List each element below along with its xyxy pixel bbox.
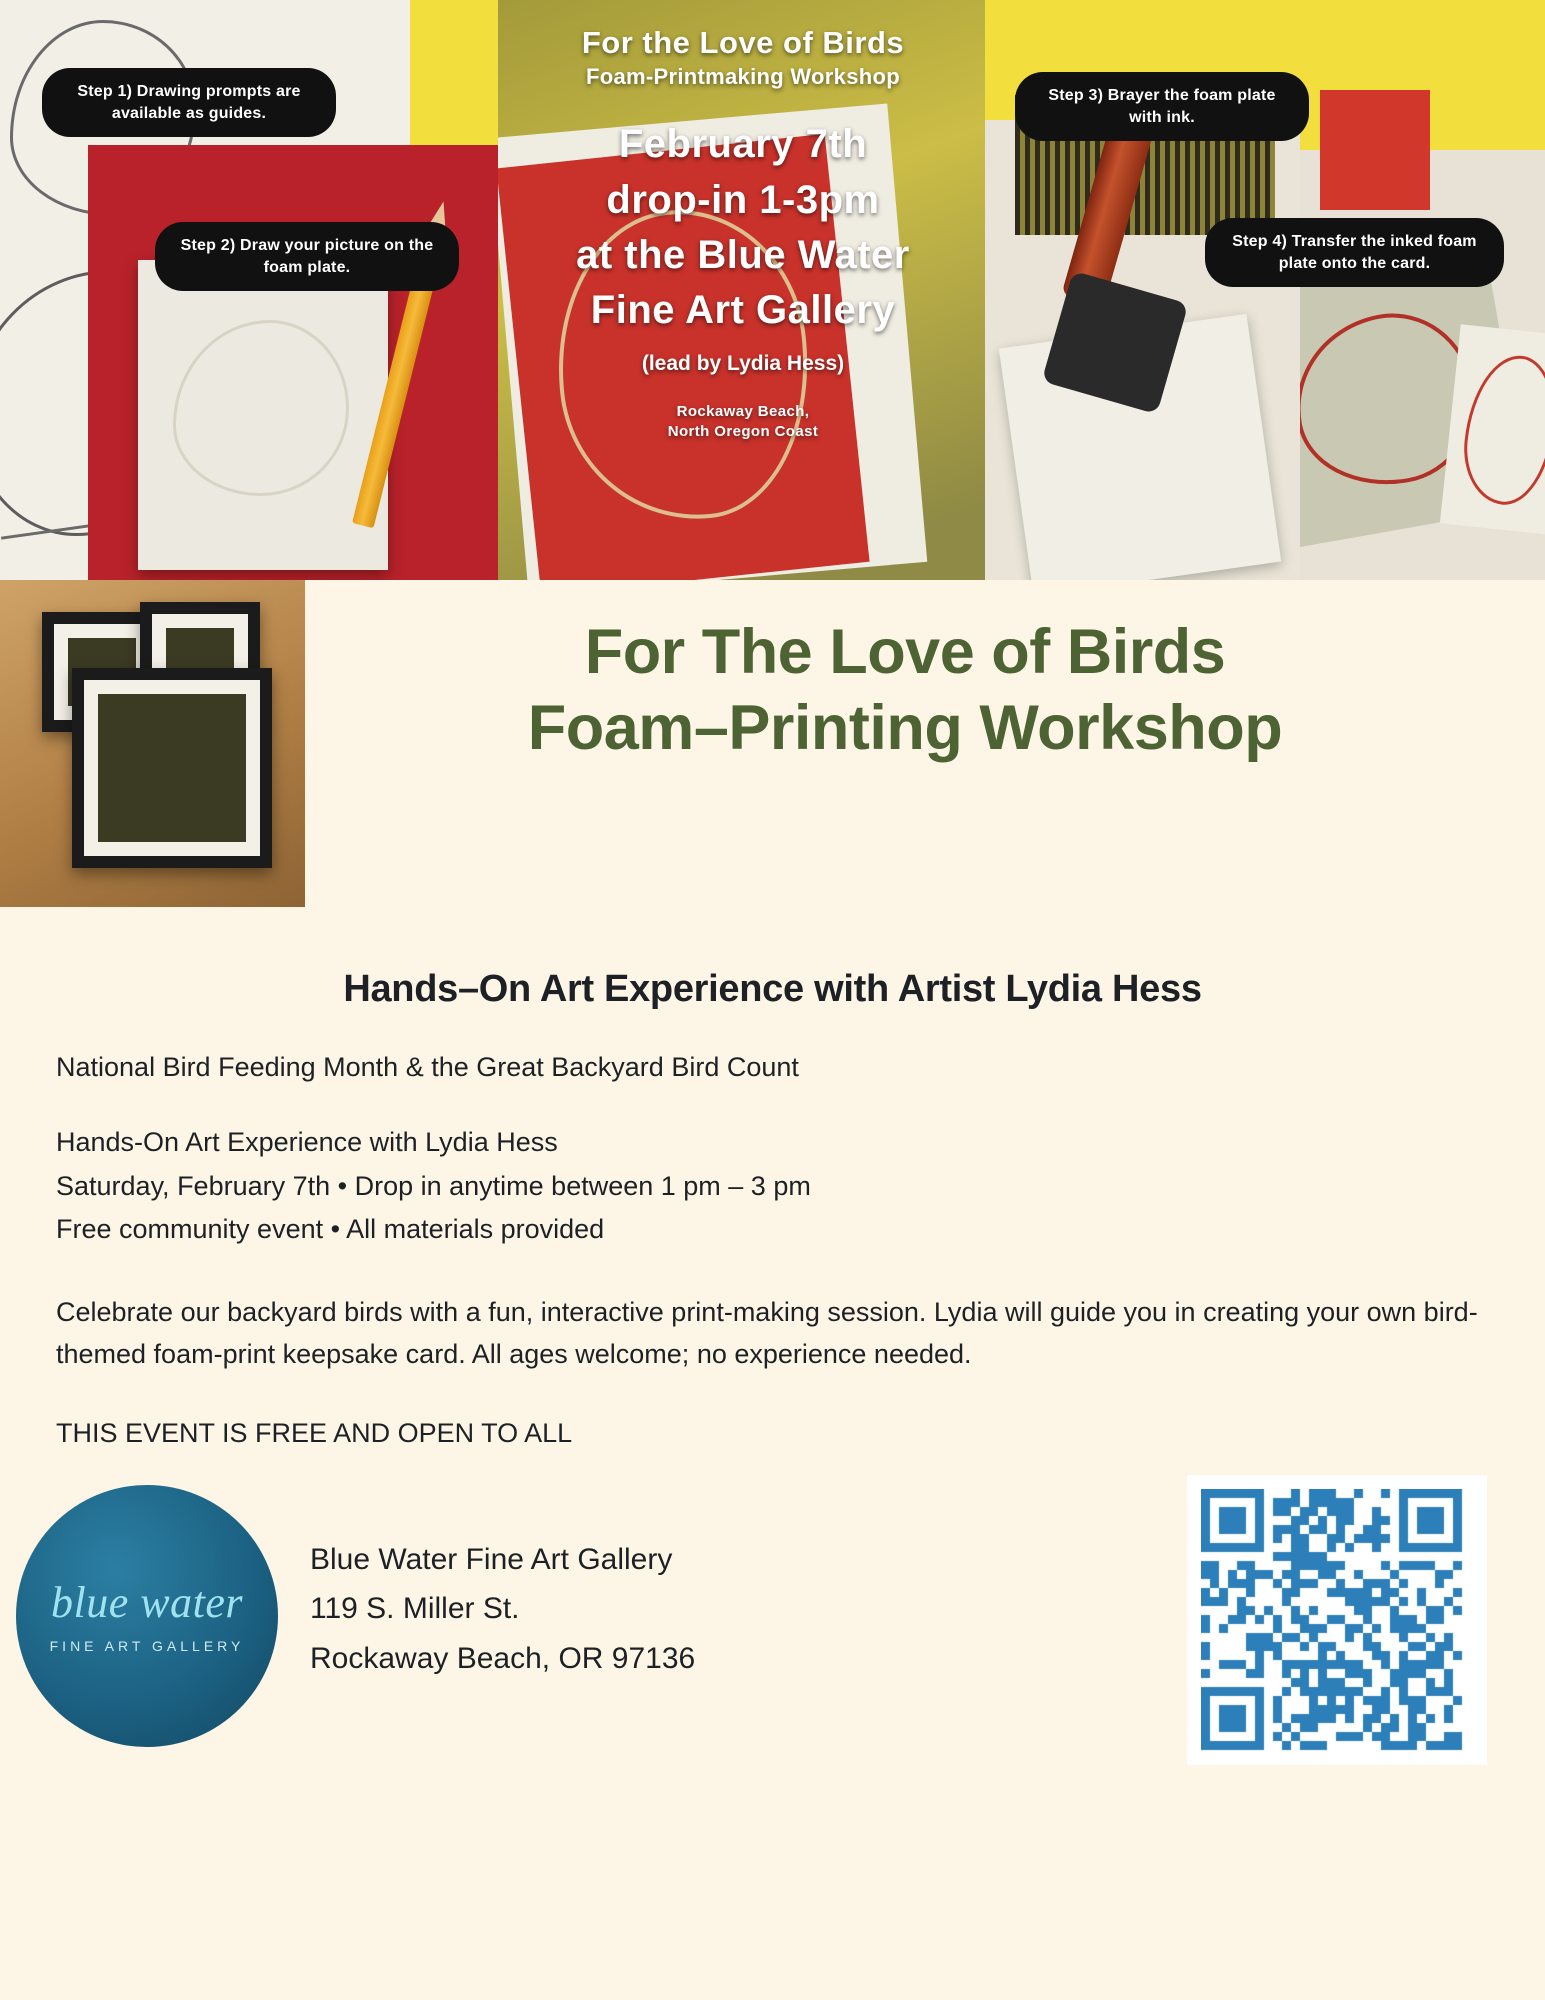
promo-banner-collage	[0, 0, 1545, 580]
free-event-notice: THIS EVENT IS FREE AND OPEN TO ALL	[56, 1417, 573, 1448]
step-callout-3: Step 3) Brayer the foam plate with ink.	[1015, 72, 1309, 141]
picture-frame-front	[72, 668, 272, 868]
address-line-2: 119 S. Miller St.	[310, 1592, 520, 1626]
banner-time: drop-in 1-3pm	[606, 177, 880, 222]
banner-lead-by: (lead by Lydia Hess)	[641, 352, 845, 376]
logo-tagline: FINE ART GALLERY	[49, 1638, 245, 1655]
framed-artwork-photo	[0, 580, 305, 907]
event-detail-line-1: Hands-On Art Experience with Lydia Hess	[56, 1126, 558, 1157]
banner-title-block	[498, 26, 988, 442]
banner-venue-line2: Fine Art Gallery	[590, 287, 896, 332]
address-line-1: Blue Water Fine Art Gallery	[310, 1542, 673, 1576]
event-detail-line-3: Free community event • All materials provided	[56, 1214, 605, 1245]
page-title-line2: Foam–Printing Workshop	[527, 692, 1283, 763]
step-callout-2: Step 2) Draw your picture on the foam plate.	[155, 222, 459, 291]
event-detail-line-2: Saturday, February 7th • Drop in anytime between 1 pm – 3 pm	[56, 1170, 811, 1201]
page-title	[305, 615, 1505, 766]
step-callout-1: Step 1) Drawing prompts are available as guides.	[42, 68, 336, 137]
gallery-address	[310, 1535, 695, 1684]
banner-venue-line1: at the Blue Water	[576, 232, 910, 277]
foam-plate	[138, 260, 388, 570]
event-details	[56, 1121, 1489, 1252]
step-callout-4: Step 4) Transfer the inked foam plate onto the card.	[1205, 218, 1504, 287]
red-ink-patch	[1320, 90, 1430, 210]
observance-text: National Bird Feeding Month & the Great Backyard Bird Count	[56, 1052, 799, 1082]
banner-title-line2: Foam-Printmaking Workshop	[586, 63, 900, 89]
banner-location-line1: Rockaway Beach,	[676, 402, 810, 420]
banner-title-line1: For the Love of Birds	[581, 25, 905, 60]
frame-artwork	[98, 694, 246, 842]
blue-water-logo	[16, 1485, 278, 1747]
banner-date: February 7th	[618, 122, 868, 167]
photo-transfer-step	[1300, 0, 1545, 580]
hero-section	[0, 580, 1545, 920]
event-description: Celebrate our backyard birds with a fun, interactive print-making session. Lydia will guide you in creating your own bird-themed foam-print keepsake card. All ages welcome; no experience needed.	[56, 1297, 1478, 1369]
address-line-3: Rockaway Beach, OR 97136	[310, 1641, 696, 1675]
main-content	[0, 968, 1545, 1449]
banner-location-line2: North Oregon Coast	[667, 422, 819, 440]
logo-wordmark: blue water	[51, 1578, 243, 1628]
page-subtitle: Hands–On Art Experience with Artist Lydia Hess	[343, 968, 1202, 1010]
page-title-line1: For The Love of Birds	[584, 617, 1226, 687]
footer-section	[0, 1475, 1545, 1765]
photo-foam-plate-drawing	[88, 145, 498, 580]
qr-code[interactable]	[1187, 1475, 1487, 1765]
